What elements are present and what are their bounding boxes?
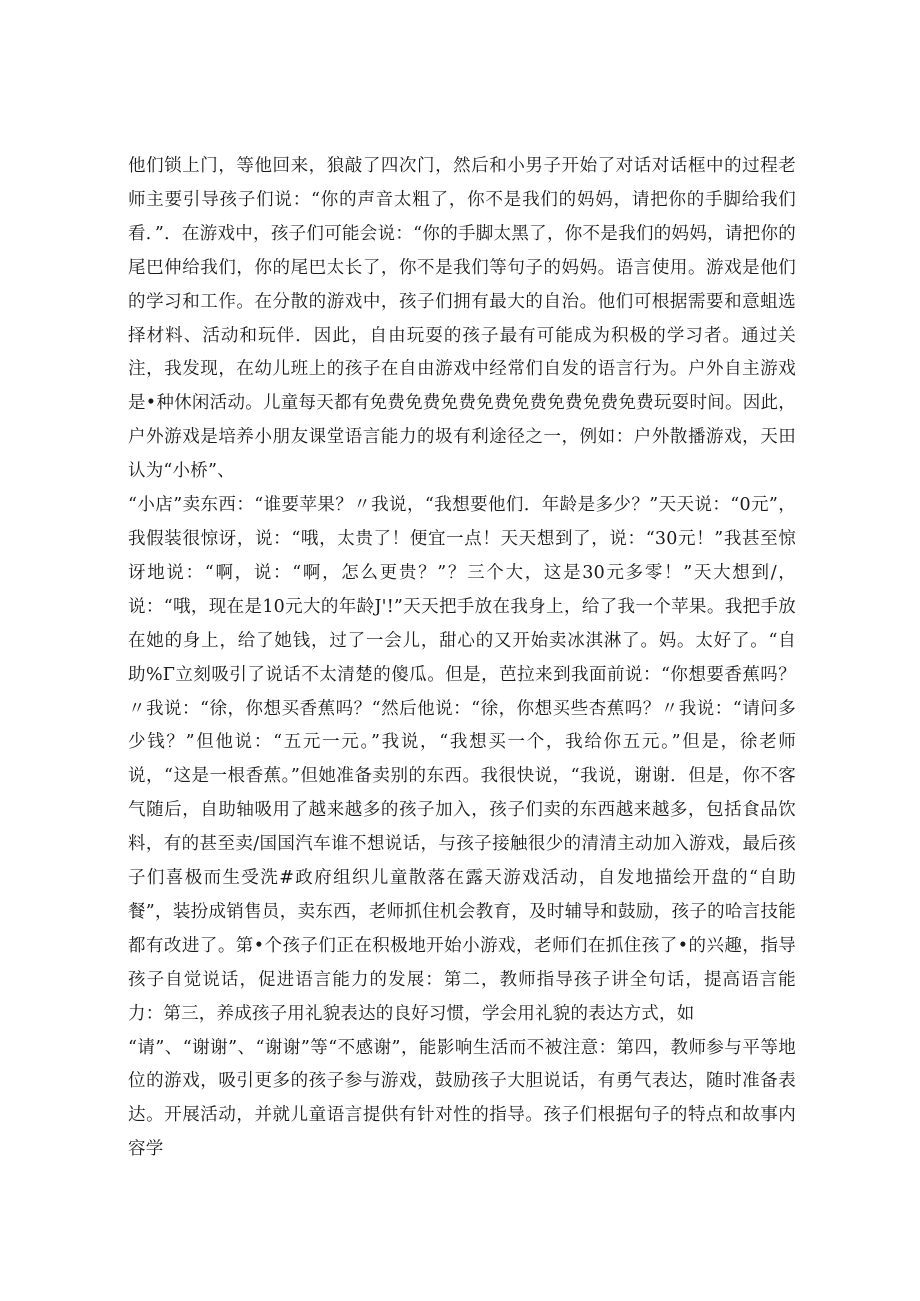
- paragraph-3: “请”、“谢谢”、“谢谢”等“不感谢”，能影响生活而不被注意：第四，教师参与平等地位的游戏，吸引更多的孩子参与游戏，鼓励孩子大胆说话，有勇气表达，随时准备表达。开展活动，并就儿童语言提供有针对性的指导。孩子们根据句子的特点和故事内容学: [128, 1037, 796, 1160]
- paragraph-2: “小店”卖东西：“谁要苹果？〃我说，“我想要他们．年龄是多少？”天天说：“0元”，我假装很惊讶，说：“哦，太贵了！便宜一点！天天想到了，说：“30元！”我甚至惊讶地说：“啊，说：“啊，怎么更贵？”？三个大，这是30元多零！”天大想到/，说：“哦，现在是10元大的年龄J'!”天天把手放在我身上，给了我一个苹果。我把手放在她的身上，给了她钱，过了一会儿，甜心的又开始卖冰淇淋了。妈。太好了。“自助%Γ立刻吸引了说话不太清楚的傻瓜。但是，芭拉来到我面前说：“你想要香蕉吗？〃我说：“徐，你想买香蕉吗？“然后他说：“徐，你想买些杏蕉吗？〃我说：“请问多少钱？”但他说：“五元一元。”我说，“我想买一个，我给你五元。”但是，徐老师说，“这是一根香蕉。”但她准备卖别的东西。我很快说，“我说，谢谢．但是，你不客气随后，自助轴吸用了越来越多的孩子加入，孩子们卖的东西越来越多，包括食品饮料，有的甚至卖/国国汽车谁不想说话，与孩子接触很少的清清主动加入游戏，最后孩子们喜极而生受洗#政府组织儿童散落在露天游戏活动，自发地描绘开盘的“自助餐”，装扮成销售员，卖东西，老师抓住机会教育，及时辅导和鼓励，孩子的哈言技能都有改进了。第•个孩子们正在积极地开始小游戏，老师们在抓住孩了•的兴趣，指导孩子自觉说话，促进语言能力的发展：第二，教师指导孩子讲全句话，提高语言能力：第三，养成孩子用礼貌表达的良好习惯，学会用礼貌的表达方式，如: [128, 495, 796, 1024]
- paragraph-1: 他们锁上门，等他回来，狼敲了四次门，然后和小男子开始了对话对话框中的过程老师主要引导孩子们说：“你的声音太粗了，你不是我们的妈妈，请把你的手脚给我们看．”．在游戏中，孩子们可能会说：“你的手脚太黑了，你不是我们的妈妈，请把你的尾巴伸给我们，你的尾巴太长了，你不是我们等句子的妈妈。语言使用。游戏是他们的学习和工作。在分散的游戏中，孩子们拥有最大的自治。他们可根据需要和意蛆选择材料、活动和玩伴．因此，自由玩耍的孩子最有可能成为积极的学习者。通过关注，我发现，在幼儿班上的孩子在自由游戏中经常们自发的语言行为。户外自主游戏是•种休闲活动。儿童每天都有免费免费免费免费免费免费免费免费玩耍时间。因此，户外游戏是培养小朋友课堂语言能力的圾有利途径之一，例如：户外散播游戏，天田认为“小桥”、: [128, 156, 796, 482]
- document-body: [128, 150, 796, 1167]
